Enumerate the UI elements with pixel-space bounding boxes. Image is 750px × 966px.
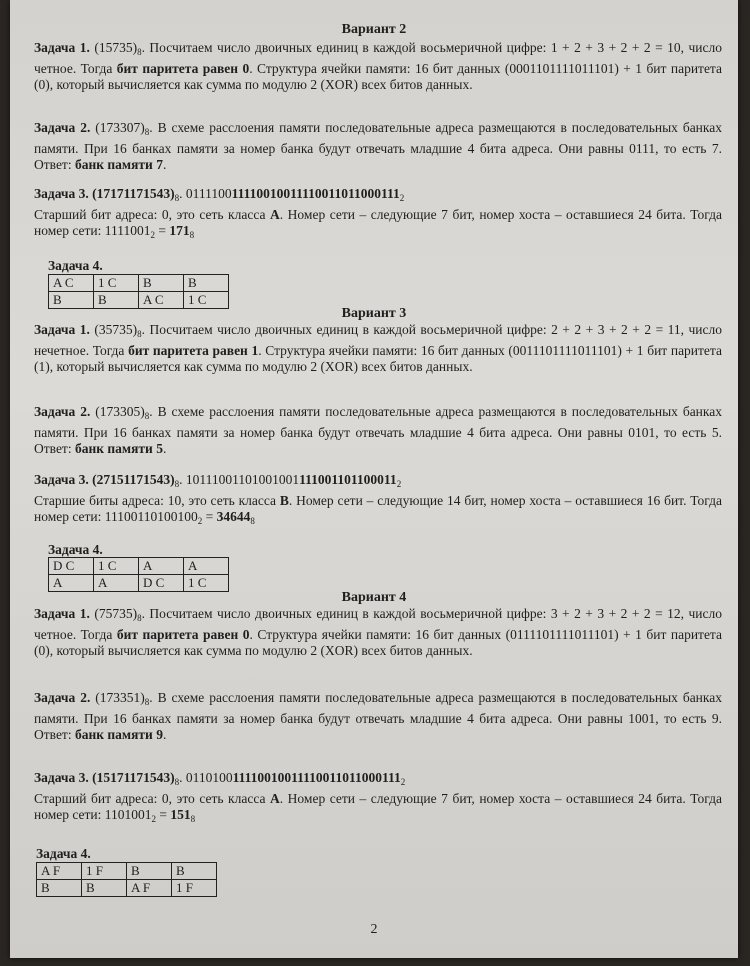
table-cell: 1 C [94,558,139,575]
task-answer: банк памяти 9 [74,727,163,742]
task-3: Задача 3. $(15171171543)_8$. $011010011110010011110011011000111_2$ Старший бит адреса: 0, это сеть класса А. Номер сети – следующие 7 бит, номер хоста – оставшиеся 24 бита. Тогда номер сети: $1101001_2 = 151_8$ [34,770,722,824]
binary-rest: 111001101100011 [299,472,397,487]
table-row [37,863,217,880]
task-1 [34,606,722,660]
network-class: В [279,492,289,508]
binary-prefix: 0111100 [185,186,232,201]
table-cell: A F [127,880,172,897]
table-cell: A [94,575,139,592]
task-text-rest: . Номер сети – следующие 14 бит, номер хоста – оставшиеся 16 бит. Тогда номер сети: 11100110100100 [34,492,722,524]
task-text: . Посчитаем число двоичных единиц в каждой восьмеричной цифре: 3 + 2 + 3 + 2 + 2 = 12, число четное. Тогда [34,606,723,642]
equals-sign: = [156,807,171,822]
table-cell: D C [49,558,94,575]
net-base: 2 [151,814,157,824]
variant-heading: Вариант 2 [341,22,407,37]
variant-heading: Вариант 4 [341,590,407,605]
task-number: (15735) [94,40,138,55]
task-text-rest: . Структура ячейки памяти: 16 бит данных (0001101111011101) + 1 бит паритета (0), который вычисляется как сумма по модулю 2 (XOR) всех битов данных. [34,60,722,92]
equals-sign: = [155,223,170,238]
task-answer: банк памяти 7 [74,157,163,172]
task-label: Задача 1. [34,40,90,55]
task-number: (35735) [94,322,138,337]
number-base: 8 [174,193,180,203]
task-4-table [36,862,217,897]
task-text-rest: . [162,727,167,742]
table-row [49,558,229,575]
task-answer: бит паритета равен 0 [116,60,250,76]
task-4-label: Задача 4. [36,846,91,861]
table-cell: D C [139,575,184,592]
task-text: . В схеме расслоения памяти последовательные адреса размещаются в последовательных банках памяти. При 16 банках памяти за номер банка будут отвечать младшие 4 бита адреса. Они равны 0111, то есть 7. Ответ: [34,120,723,172]
variant-heading: Вариант 3 [341,306,407,321]
task-number: (27151171543) [92,472,175,487]
task-label: Задача 2. [34,690,91,705]
task-text-rest: . Номер сети – следующие 7 бит, номер хоста – оставшиеся 24 бита. Тогда номер сети: 1111001 [34,206,722,238]
table-cell: A [184,558,229,575]
answer-base: 8 [190,814,196,824]
task-text: . В схеме расслоения памяти последовательные адреса размещаются в последовательных банках памяти. При 16 банках памяти за номер банка будут отвечать младшие 4 бита адреса. Они равны 1001, то есть 9. Ответ: [34,690,723,742]
task-number: (173351) [95,690,145,705]
task-number: (15171171543) [92,770,175,785]
table-cell: A [49,575,94,592]
table-cell: B [172,863,217,880]
task-answer: 171 [169,223,190,238]
task-4-table [48,274,229,309]
binary-base: 2 [400,777,406,787]
task-4-label: Задача 4. [48,258,103,273]
binary-prefix: 0110100 [185,770,233,785]
answer-base: 8 [250,516,255,526]
task-label: Задача 3. [34,472,89,487]
task-label: Задача 2. [34,404,91,419]
network-class: А [270,790,280,806]
task-label: Задача 1. [34,606,90,621]
number-base: 8 [144,697,150,707]
task-2 [34,120,722,174]
table-cell: B [139,275,184,292]
number-base: 8 [137,47,142,57]
task-text: . В схеме расслоения памяти последовательные адреса размещаются в последовательных банках памяти. При 16 банках памяти за номер банка будут отвечать младшие 4 бита адреса. Они равны 0101, то есть 5. Ответ: [34,404,723,456]
task-text: Старший бит адреса: 0, это сеть класса [34,790,271,806]
task-number: (173307) [95,120,145,135]
table-cell: A [139,558,184,575]
number-base: 8 [137,613,142,623]
net-base: 2 [197,516,203,526]
task-4-table [48,557,229,592]
task-answer: 34644 [216,509,251,524]
page-number: 2 [370,922,378,937]
task-text-rest: . [162,441,167,456]
table-row [49,275,229,292]
task-number: (17171171543) [92,186,175,201]
task-2 [34,690,722,744]
task-number: (75735) [94,606,138,621]
binary-base: 2 [399,193,405,203]
task-text: Старший бит адреса: 0, это сеть класса [34,206,271,222]
binary-rest: 11110010011110011011000111 [232,770,401,785]
task-4-label: Задача 4. [48,542,103,557]
task-number: (173305) [95,404,145,419]
task-answer: бит паритета равен 0 [116,626,250,642]
table-cell: B [37,880,82,897]
task-text: Старшие биты адреса: 10, это сеть класса [34,492,280,508]
net-base: 2 [150,230,156,240]
number-base: 8 [174,479,180,489]
number-base: 8 [174,777,180,787]
task-1 [34,322,722,376]
table-cell: 1 F [172,880,217,897]
table-cell: A F [37,863,82,880]
task-2 [34,404,722,458]
binary-base: 2 [396,479,402,489]
binary-prefix: 10111001101001001 [185,472,300,487]
task-answer: 151 [170,807,191,822]
task-1 [34,40,722,94]
document-page [10,0,738,958]
answer-base: 8 [189,230,195,240]
table-cell: 1 F [82,863,127,880]
task-answer: бит паритета равен 1 [128,342,259,358]
task-text-rest: . Структура ячейки памяти: 16 бит данных (0111101111011101) + 1 бит паритета (0), который вычисляется как сумма по модулю 2 (XOR) всех битов данных. [34,626,722,658]
table-cell: 1 C [184,292,229,309]
task-label: Задача 3. [34,186,89,201]
table-cell: B [184,275,229,292]
table-cell: B [127,863,172,880]
task-label: Задача 2. [34,120,91,135]
task-text-rest: . Структура ячейки памяти: 16 бит данных (0011101111011101) + 1 бит паритета (1), который вычисляется как сумма по модулю 2 (XOR) всех битов данных. [34,342,722,374]
task-text: . Посчитаем число двоичных единиц в каждой восьмеричной цифре: 2 + 2 + 3 + 2 + 2 = 11, число нечетное. Тогда [34,322,723,358]
task-answer: банк памяти 5 [74,441,163,456]
task-label: Задача 1. [34,322,90,337]
task-text-rest: . [162,157,167,172]
table-cell: B [49,292,94,309]
task-3: Задача 3. $(27151171543)_8$. $10111001101001001111001101100011_2$ Старшие биты адреса: 10, это сеть класса В. Номер сети – следующие 14 бит, номер хоста – оставшиеся 16 бит. Тогда номер сети: $11100110100100_2 = 34644_8$ [34,472,722,526]
task-3: Задача 3. $(17171171543)_8$. $011110011110010011110011011000111_2$ Старший бит адреса: 0, это сеть класса А. Номер сети – следующие 7 бит, номер хоста – оставшиеся 24 бита. Тогда номер сети: $1111001_2 = 171_8$ [34,186,722,240]
network-class: А [270,206,280,222]
equals-sign: = [202,509,217,524]
number-base: 8 [137,329,142,339]
binary-rest: 11110010011110011011000111 [231,186,400,201]
task-label: Задача 3. [34,770,89,785]
table-cell: A C [49,275,94,292]
table-cell: B [82,880,127,897]
table-cell: 1 C [94,275,139,292]
task-text-rest: . Номер сети – следующие 7 бит, номер хоста – оставшиеся 24 бита. Тогда номер сети: 1101001 [34,790,722,822]
table-cell: A C [139,292,184,309]
table-row [37,880,217,897]
table-cell: B [94,292,139,309]
table-cell: 1 C [184,575,229,592]
number-base: 8 [144,127,150,137]
number-base: 8 [144,411,150,421]
task-text: . Посчитаем число двоичных единиц в каждой восьмеричной цифре: 1 + 2 + 3 + 2 + 2 = 10, число четное. Тогда [34,40,723,76]
table-row [49,575,229,592]
